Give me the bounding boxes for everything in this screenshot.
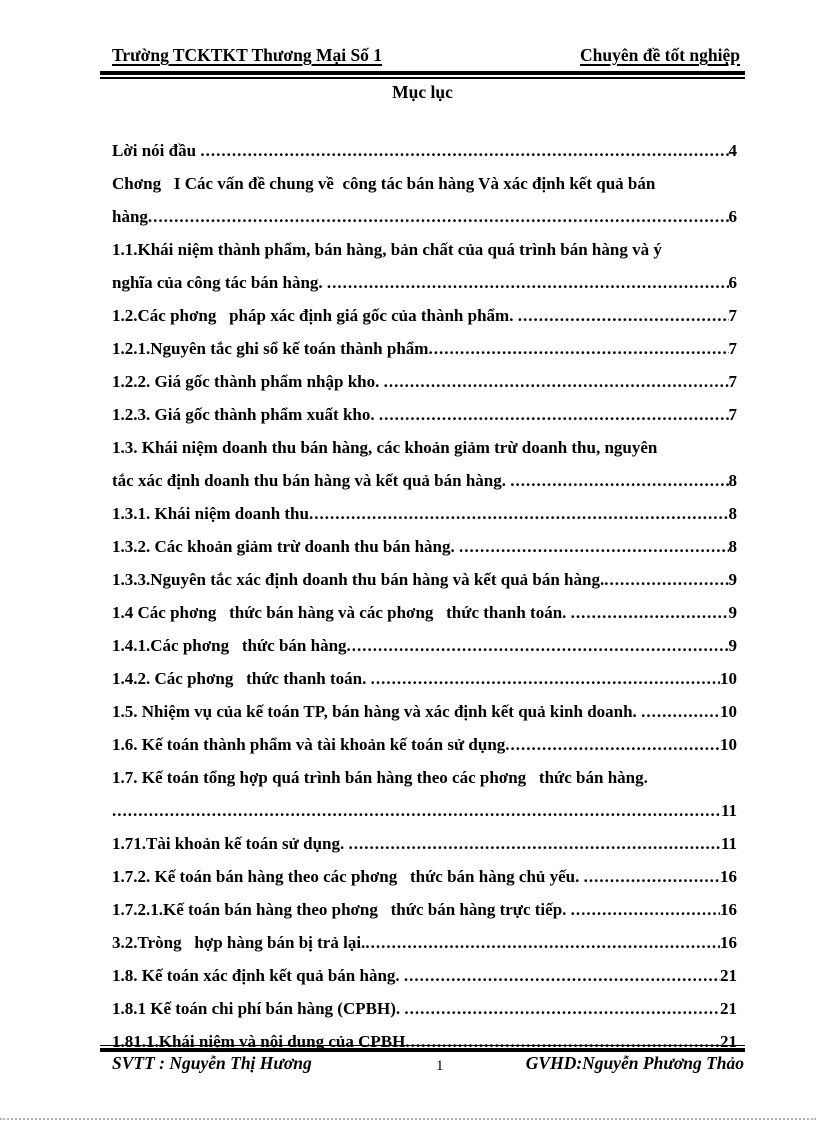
toc-entry-line: [112, 266, 737, 299]
toc-page-number: 4: [728, 141, 737, 160]
toc-dot-leader: [428, 332, 728, 365]
toc-dot-leader: [384, 365, 729, 398]
page-boundary-mark: [0, 1118, 816, 1120]
toc-page-number: 8: [728, 471, 737, 490]
toc-dot-leader: [518, 299, 729, 332]
header-doc-type: Chuyên đề tốt nghiệp: [580, 45, 740, 65]
toc-dot-leader: [379, 398, 729, 431]
toc-entry-text: 3.2.Tròng hợp hàng bán bị trả lại.: [112, 933, 366, 952]
page-footer: [112, 1053, 744, 1074]
toc-entry-line: [112, 662, 737, 695]
toc-dot-leader: [148, 200, 729, 233]
toc-entry-text: tắc xác định doanh thu bán hàng và kết quả bán hàng.: [112, 471, 511, 490]
toc-entry-line: [112, 761, 737, 794]
footer-page-number: 1: [436, 1058, 444, 1074]
toc-page-number: 7: [728, 372, 737, 391]
toc-entry-line: [112, 431, 737, 464]
header-rule: [100, 71, 745, 79]
toc-entry-line: [112, 464, 737, 497]
toc-dot-leader: [571, 893, 720, 926]
toc-entry-text: 1.4 Các phơng thức bán hàng và các phơng thức thanh toán.: [112, 603, 571, 622]
page-header: [112, 45, 740, 66]
toc-entry-line: [112, 134, 737, 167]
toc-dot-leader: [404, 959, 720, 992]
toc-dot-leader: [584, 860, 720, 893]
footer-student-name: SVTT : Nguyễn Thị Hương: [112, 1053, 312, 1073]
toc-page-number: 10: [720, 669, 737, 688]
toc-entry-text: 1.7.2.1.Kế toán bán hàng theo phơng thức bán hàng trực tiếp.: [112, 900, 571, 919]
toc-entry-line: [112, 497, 737, 530]
toc-dot-leader: [404, 992, 720, 1025]
footer-supervisor-name: GVHD:Nguyễn Phương Thảo: [525, 1053, 744, 1073]
toc-entry-text: 1.2.3. Giá gốc thành phẩm xuất kho.: [112, 405, 379, 424]
toc-entry-text: 1.81.1.Khái niệm và nội dung của CPBH: [112, 1032, 406, 1051]
toc-dot-leader: [365, 926, 720, 959]
toc-dot-leader: [505, 728, 720, 761]
toc-page-number: 16: [720, 900, 737, 919]
toc-entry-text: 1.71.Tài khoản kế toán sử dụng.: [112, 834, 349, 853]
toc-page-number: 16: [720, 933, 737, 952]
toc-page-number: 8: [728, 504, 737, 523]
toc-entry-text: 1.3.1. Khái niệm doanh thu: [112, 504, 309, 523]
toc-page-number: 21: [720, 999, 737, 1018]
toc-dot-leader: [348, 827, 720, 860]
toc-entry-line: [112, 794, 737, 827]
footer-rule: [100, 1045, 745, 1052]
toc-entry-line: [112, 728, 737, 761]
toc-page-number: 9: [728, 636, 737, 655]
toc-entry-line: [112, 233, 737, 266]
toc-entry-text: 1.8.1 Kế toán chi phí bán hàng (CPBH).: [112, 999, 405, 1018]
toc-dot-leader: [459, 530, 729, 563]
toc-entry-line: [112, 365, 737, 398]
toc-entry-text: 1.4.1.Các phơng thức bán hàng: [112, 636, 347, 655]
toc-page-number: 6: [728, 273, 737, 292]
toc-entry-line: [112, 860, 737, 893]
header-school-name: Trường TCKTKT Thương Mại Số 1: [112, 45, 383, 65]
toc-entry-line: [112, 398, 737, 431]
toc-entry-text: 1.3.2. Các khoản giảm trừ doanh thu bán hàng.: [112, 537, 459, 556]
toc-entry-line: [112, 992, 737, 1025]
toc-dot-leader: [327, 266, 729, 299]
toc-entry-text: Lời nói đầu: [112, 141, 201, 160]
toc-entry-text: Chơng I Các vấn đề chung về công tác bán hàng Và xác định kết quả bán: [112, 174, 656, 193]
toc-dot-leader: [112, 794, 721, 827]
toc-entry-text: hàng: [112, 207, 148, 226]
toc-entry-text: nghĩa của công tác bán hàng.: [112, 273, 327, 292]
toc-entry-text: 1.2.Các phơng pháp xác định giá gốc của thành phẩm.: [112, 306, 518, 325]
toc-dot-leader: [347, 629, 729, 662]
toc-entry-text: 1.3. Khái niệm doanh thu bán hàng, các khoản giảm trừ doanh thu, nguyên: [112, 438, 658, 457]
toc-entry-text: 1.5. Nhiệm vụ của kế toán TP, bán hàng và xác định kết quả kinh doanh.: [112, 702, 642, 721]
toc-entry-text: 1.4.2. Các phơng thức thanh toán.: [112, 669, 371, 688]
toc-page-number: 11: [720, 834, 737, 853]
toc-page-number: 8: [728, 537, 737, 556]
toc-list: [112, 134, 737, 1058]
toc-entry-text: 1.2.2. Giá gốc thành phẩm nhập kho.: [112, 372, 384, 391]
toc-page-number: 10: [720, 702, 737, 721]
toc-page-number: 9: [728, 570, 737, 589]
toc-dot-leader: [641, 695, 720, 728]
toc-entry-text: 1.7. Kế toán tổng hợp quá trình bán hàng theo các phơng thức bán hàng.: [112, 768, 648, 787]
toc-entry-text: 1.6. Kế toán thành phẩm và tài khoản kế toán sử dụng: [112, 735, 506, 754]
toc-dot-leader: [571, 596, 729, 629]
toc-entry-line: [112, 596, 737, 629]
toc-page-number: 7: [728, 339, 737, 358]
toc-page-number: 10: [720, 735, 737, 754]
toc-page-number: 6: [728, 207, 737, 226]
toc-page-number: 7: [728, 405, 737, 424]
toc-entry-line: [112, 530, 737, 563]
toc-entry-line: [112, 827, 737, 860]
page-title: Mục lục: [392, 82, 453, 102]
toc-entry-line: [112, 167, 737, 200]
toc-entry-line: [112, 299, 737, 332]
toc-page-number: 11: [720, 801, 737, 820]
toc-entry-line: [112, 695, 737, 728]
toc-page-number: 16: [720, 867, 737, 886]
toc-entry-text: 1.3.3.Nguyên tắc xác định doanh thu bán hàng và kết quả bán hàng.: [112, 570, 605, 589]
toc-entry-line: [112, 332, 737, 365]
toc-dot-leader: [371, 662, 720, 695]
toc-entry-line: [112, 563, 737, 596]
toc-page-number: 9: [728, 603, 737, 622]
toc-entry-line: [112, 959, 737, 992]
toc-entry-line: [112, 629, 737, 662]
toc-entry-text: 1.7.2. Kế toán bán hàng theo các phơng thức bán hàng chủ yếu.: [112, 867, 584, 886]
toc-page-number: 21: [720, 1032, 737, 1051]
toc-entry-text: 1.2.1.Nguyên tắc ghi sổ kế toán thành phẩm: [112, 339, 429, 358]
toc-entry-line: [112, 926, 737, 959]
toc-dot-leader: [604, 563, 728, 596]
toc-dot-leader: [510, 464, 728, 497]
toc-entry-line: [112, 893, 737, 926]
toc-entry-text: 1.1.Khái niệm thành phẩm, bán hàng, bản chất của quá trình bán hàng và ý: [112, 240, 662, 259]
toc-dot-leader: [309, 497, 729, 530]
toc-entry-text: 1.8. Kế toán xác định kết quả bán hàng.: [112, 966, 404, 985]
toc-page-number: 21: [720, 966, 737, 985]
toc-page-number: 7: [728, 306, 737, 325]
toc-dot-leader: [200, 134, 728, 167]
toc-entry-line: [112, 200, 737, 233]
